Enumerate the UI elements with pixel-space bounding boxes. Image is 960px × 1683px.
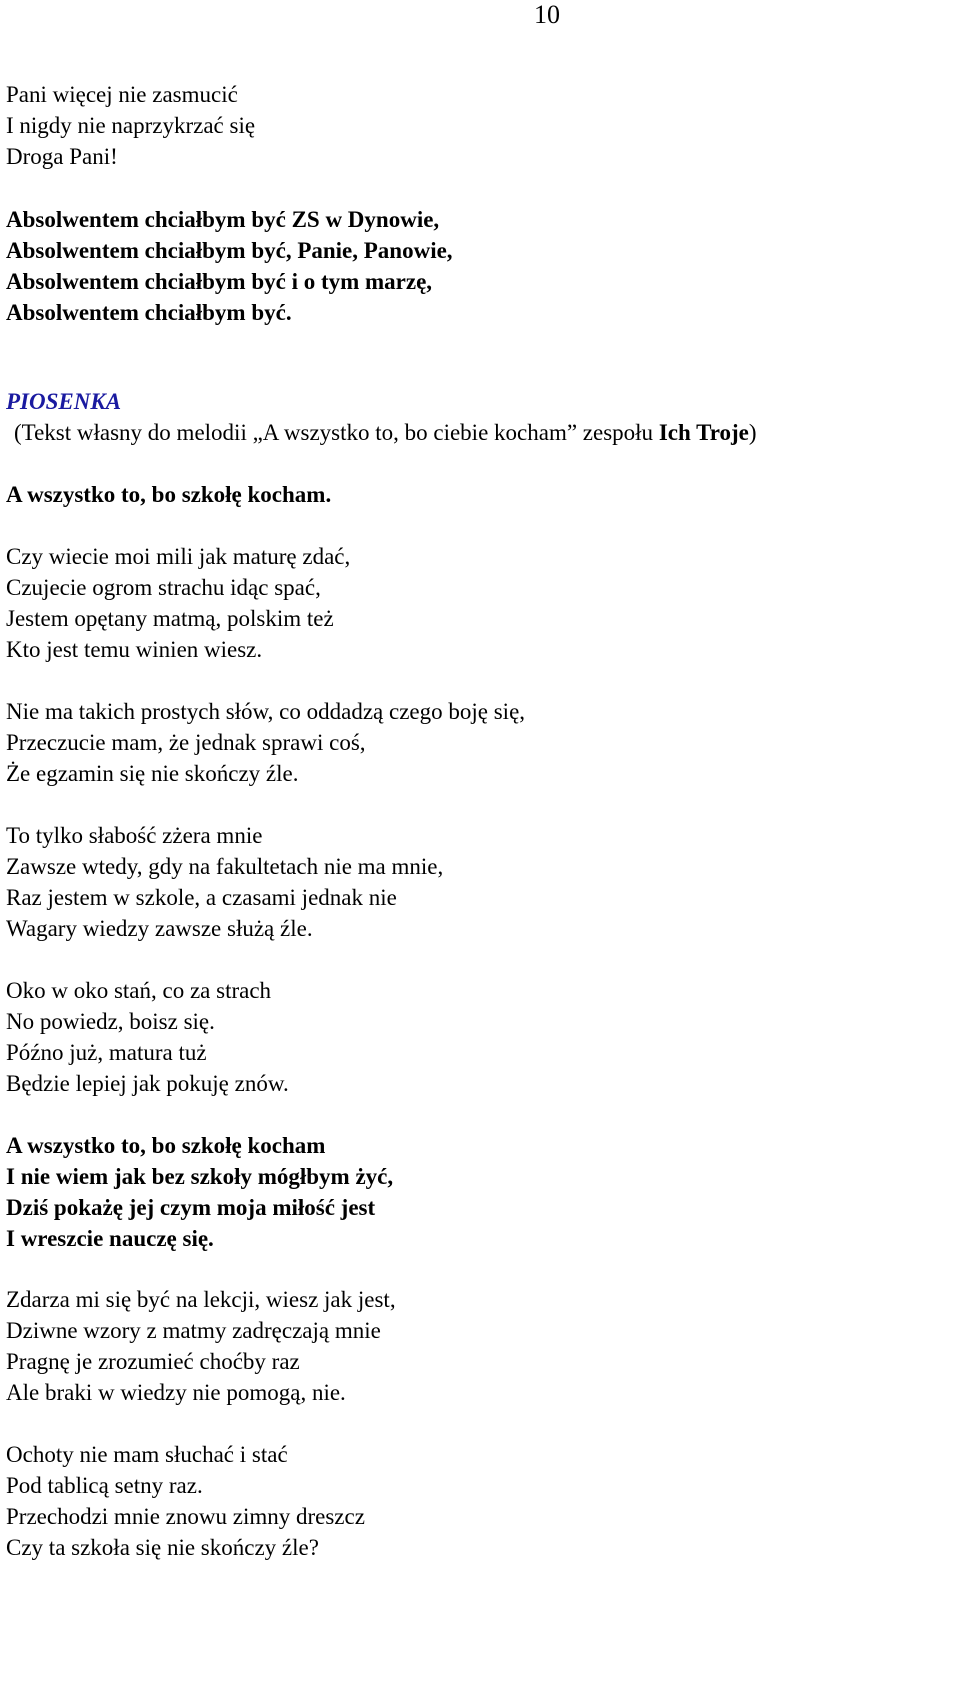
- verse-6: [6, 1439, 956, 1563]
- verse-line: Pod tablicą setny raz.: [6, 1473, 203, 1498]
- verse-line: Ochoty nie mam słuchać i stać: [6, 1442, 288, 1467]
- verse-5: [6, 1284, 956, 1408]
- intro-line: Droga Pani!: [6, 144, 118, 169]
- verse-3: [6, 820, 956, 944]
- verse-line: Czy wiecie moi mili jak maturę zdać,: [6, 544, 351, 569]
- song-subtitle-line: [6, 420, 757, 445]
- refrain-line: I nie wiem jak bez szkoły mógłbym żyć,: [6, 1164, 394, 1189]
- verse-line: Nie ma takich prostych słów, co oddadzą czego boję się,: [6, 699, 526, 724]
- verse-line: Czy ta szkoła się nie skończy źle?: [6, 1535, 319, 1560]
- chorus-line: Absolwentem chciałbym być ZS w Dynowie,: [6, 207, 440, 232]
- verse-4: [6, 975, 956, 1099]
- song-heading-label: PIOSENKA: [6, 389, 122, 414]
- chorus-line: Absolwentem chciałbym być.: [6, 300, 292, 325]
- intro-line: I nigdy nie naprzykrzać się: [6, 113, 256, 138]
- song-title-line: A wszystko to, bo szkołę kocham.: [6, 482, 332, 507]
- verse-1: [6, 541, 956, 665]
- verse-line: Późno już, matura tuż: [6, 1040, 207, 1065]
- chorus-line: Absolwentem chciałbym być i o tym marzę,: [6, 269, 433, 294]
- verse-line: Zdarza mi się być na lekcji, wiesz jak jest,: [6, 1287, 396, 1312]
- verse-line: Zawsze wtedy, gdy na fakultetach nie ma mnie,: [6, 854, 444, 879]
- verse-line: Oko w oko stań, co za strach: [6, 978, 272, 1003]
- refrain-line: A wszystko to, bo szkołę kocham: [6, 1133, 326, 1158]
- chorus-line: Absolwentem chciałbym być, Panie, Panowie,: [6, 238, 453, 263]
- page-number: 10: [534, 0, 560, 29]
- verse-line: No powiedz, boisz się.: [6, 1009, 215, 1034]
- verse-line: Wagary wiedzy zawsze służą źle.: [6, 916, 313, 941]
- song-subtitle: [6, 417, 956, 448]
- refrain-line: I wreszcie nauczę się.: [6, 1226, 214, 1251]
- verse-line: Kto jest temu winien wiesz.: [6, 637, 263, 662]
- verse-line: Przechodzi mnie znowu zimny dreszcz: [6, 1504, 365, 1529]
- chorus-stanza: [6, 204, 956, 328]
- verse-line: Przeczucie mam, że jednak sprawi coś,: [6, 730, 366, 755]
- verse-line: Że egzamin się nie skończy źle.: [6, 761, 299, 786]
- refrain-line: Dziś pokażę jej czym moja miłość jest: [6, 1195, 376, 1220]
- song-title: [6, 479, 956, 510]
- song-subtitle-prefix: (Tekst własny do melodii „A wszystko to, bo ciebie kocham” zespołu: [14, 420, 659, 445]
- verse-line: Jestem opętany matmą, polskim też: [6, 606, 334, 631]
- verse-line: Będzie lepiej jak pokuję znów.: [6, 1071, 289, 1096]
- verse-line: To tylko słabość zżera mnie: [6, 823, 263, 848]
- verse-line: Dziwne wzory z matmy zadręczają mnie: [6, 1318, 381, 1343]
- intro-line: Pani więcej nie zasmucić: [6, 82, 238, 107]
- verse-line: Raz jestem w szkole, a czasami jednak nie: [6, 885, 397, 910]
- song-subtitle-suffix: ): [748, 420, 757, 445]
- verse-line: Czujecie ogrom strachu idąc spać,: [6, 575, 321, 600]
- verse-line: Pragnę je zrozumieć choćby raz: [6, 1349, 300, 1374]
- intro-stanza: [6, 79, 956, 172]
- refrain-stanza: [6, 1130, 956, 1254]
- verse-2: [6, 696, 956, 789]
- song-subtitle-band: Ich Troje: [658, 420, 749, 445]
- verse-line: Ale braki w wiedzy nie pomogą, nie.: [6, 1380, 346, 1405]
- song-heading: [6, 386, 956, 417]
